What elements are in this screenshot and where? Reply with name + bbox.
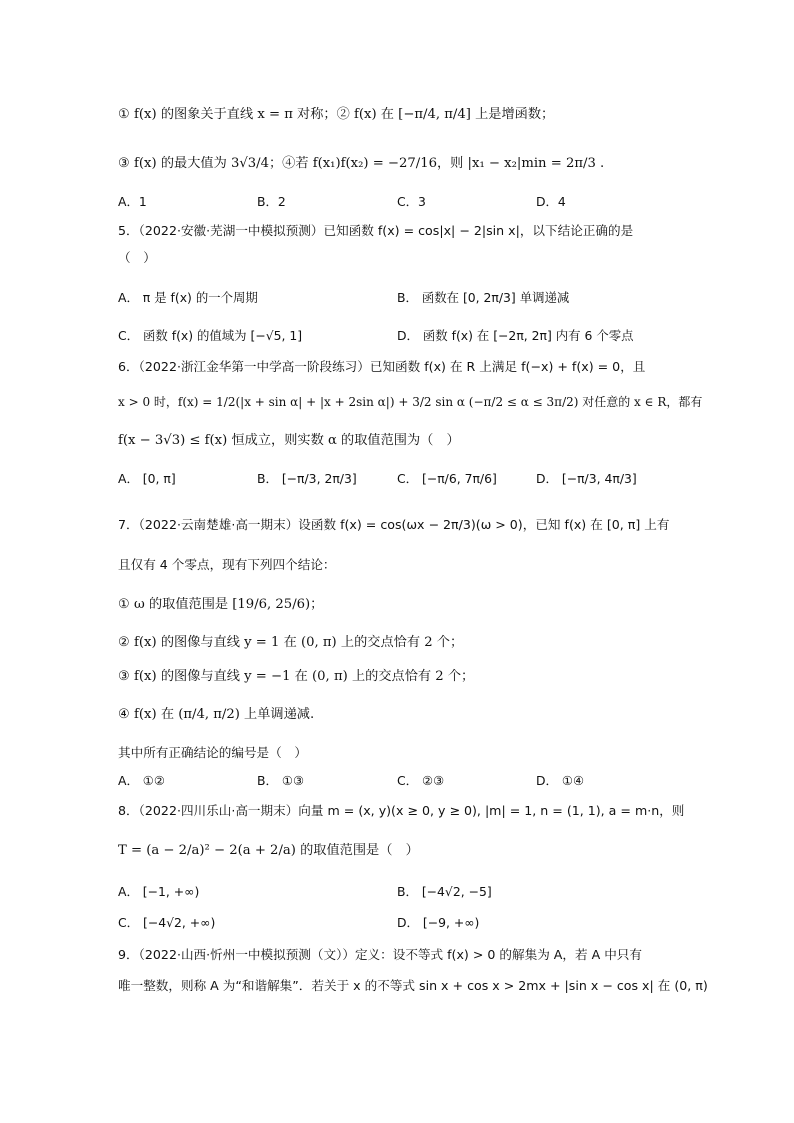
- q7-option-c: C． ②③: [397, 773, 445, 788]
- q5-option-d: D． 函数 f(x) 在 [−2π, 2π] 内有 6 个零点: [397, 328, 634, 343]
- q7-stem-line-2: 且仅有 4 个零点，现有下列四个结论：: [118, 557, 336, 572]
- q6-stem-line-2: x > 0 时，f(x) = 1/2(|x + sin α| + |x + 2sin α|) + 3/2 sin α (−π/2 ≤ α ≤ 3π/2) 对任意的 x ∈ R，都有: [118, 395, 703, 409]
- q8-option-a: A． [−1, +∞): [118, 884, 200, 899]
- q8-stem-line-1: 8．（2022·四川乐山·高一期末）向量 m = (x, y)(x ≥ 0, y ≥ 0), |m| = 1, n = (1, 1), a = m·n，则: [118, 803, 685, 818]
- q8-option-c: C． [−4√2, +∞): [118, 915, 216, 930]
- q4-statement-line-1: ① f(x) 的图象关于直线 x = π 对称；② f(x) 在 [−π/4, π/4] 上是增函数；: [118, 107, 555, 122]
- q7-statement-4: ④ f(x) 在 (π/4, π/2) 上单调递减.: [118, 707, 315, 722]
- q5-option-b: B． 函数在 [0, 2π/3] 单调递减: [397, 290, 570, 305]
- q7-question: 其中所有正确结论的编号是（ ）: [118, 745, 307, 760]
- q7-stem-line-1: 7．（2022·云南楚雄·高一期末）设函数 f(x) = cos(ωx − 2π/3)(ω > 0)，已知 f(x) 在 [0, π] 上有: [118, 517, 670, 532]
- q4-option-c: C．3: [397, 194, 426, 209]
- q6-option-b: B． [−π/3, 2π/3]: [257, 471, 357, 486]
- q5-stem-line-1: 5．（2022·安徽·芜湖一中模拟预测）已知函数 f(x) = cos|x| − 2|sin x|，以下结论正确的是: [118, 223, 634, 238]
- q7-statement-1: ① ω 的取值范围是 [19/6, 25/6)；: [118, 597, 324, 612]
- q8-stem-line-2: T = (a − 2/a)² − 2(a + 2/a) 的取值范围是（ ）: [118, 843, 419, 858]
- q5-option-a: A． π 是 f(x) 的一个周期: [118, 290, 258, 305]
- q6-stem-line-3: f(x − 3√3) ≤ f(x) 恒成立，则实数 α 的取值范围为（ ）: [118, 433, 460, 448]
- q4-option-a: A．1: [118, 194, 147, 209]
- q4-option-d: D．4: [536, 194, 566, 209]
- q7-statement-2: ② f(x) 的图像与直线 y = 1 在 (0, π) 上的交点恰有 2 个；: [118, 635, 464, 650]
- q5-option-c: C． 函数 f(x) 的值域为 [−√5, 1]: [118, 328, 303, 343]
- q6-option-c: C． [−π/6, 7π/6]: [397, 471, 497, 486]
- q9-stem-line-2: 唯一整数，则称 A 为“和谐解集”．若关于 x 的不等式 sin x + cos x > 2mx + |sin x − cos x| 在 (0, π): [118, 978, 708, 993]
- q9-stem-line-1: 9．（2022·山西·忻州一中模拟预测（文））定义：设不等式 f(x) > 0 的解集为 A，若 A 中只有: [118, 947, 642, 962]
- q8-option-b: B． [−4√2, −5]: [397, 884, 492, 899]
- q4-option-b: B．2: [257, 194, 286, 209]
- q7-statement-3: ③ f(x) 的图像与直线 y = −1 在 (0, π) 上的交点恰有 2 个；: [118, 669, 475, 684]
- q7-option-d: D． ①④: [536, 773, 585, 788]
- q5-stem-line-2: （ ）: [118, 250, 156, 265]
- q6-stem-line-1: 6．（2022·浙江金华第一中学高一阶段练习）已知函数 f(x) 在 R 上满足 f(−x) + f(x) = 0，且: [118, 359, 646, 374]
- q7-option-b: B． ①③: [257, 773, 305, 788]
- q6-option-a: A． [0, π]: [118, 471, 176, 486]
- q7-option-a: A． ①②: [118, 773, 166, 788]
- q6-option-d: D． [−π/3, 4π/3]: [536, 471, 637, 486]
- q8-option-d: D． [−9, +∞): [397, 915, 480, 930]
- q4-statement-line-2: ③ f(x) 的最大值为 3√3/4；④若 f(x₁)f(x₂) = −27/16，则 |x₁ − x₂|min = 2π/3 .: [118, 156, 605, 171]
